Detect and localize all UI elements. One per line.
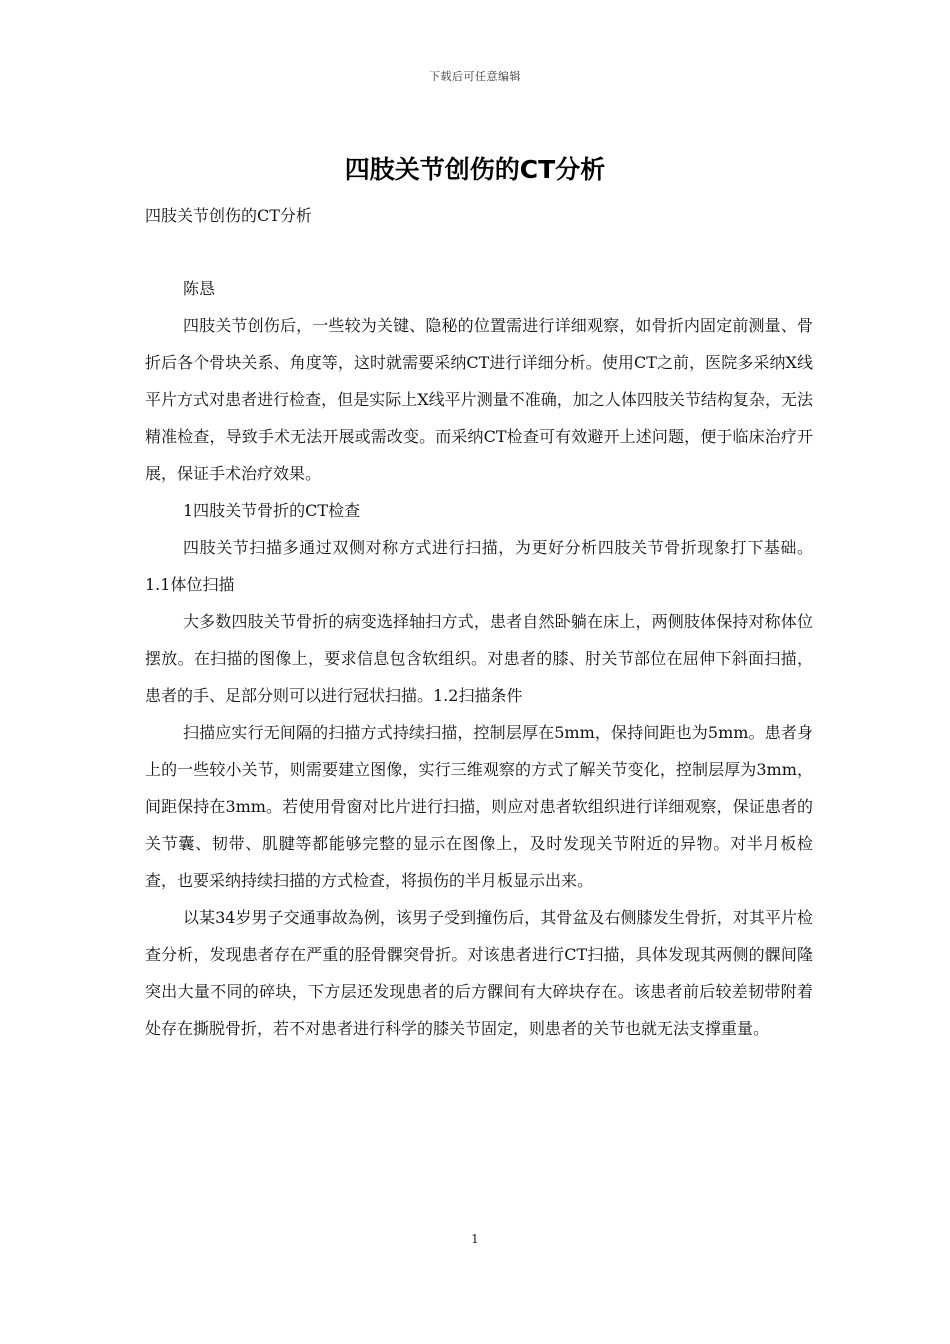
document-subtitle: 四肢关节创伤的CT分析 bbox=[145, 206, 312, 225]
document-body bbox=[145, 197, 813, 1047]
paragraph-gap bbox=[145, 234, 813, 270]
header-note: 下载后可任意编辑 bbox=[429, 70, 521, 83]
page-number: 1 bbox=[471, 1232, 479, 1246]
paragraph-scan-conditions: 扫描应实行无间隔的扫描方式持续扫描，控制层厚在5mm，保持间距也为5mm。患者身上的一些较小关节，则需要建立图像，实行三维观察的方式了解关节变化，控制层厚为3mm，间距保持在3mm。若使用骨窗对比片进行扫描，则应对患者软组织进行详细观察，保证患者的关节囊、韧带、肌腱等都能够完整的显示在图像上，及时发现关节附近的异物。对半月板检查，也要采纳持续扫描的方式检查，将损伤的半月板显示出来。 bbox=[145, 723, 813, 890]
document-title: 四肢关节创伤的CT分析 bbox=[344, 155, 606, 184]
section-heading-1: 1四肢关节骨折的CT检查 bbox=[183, 501, 361, 520]
paragraph-scan-method: 四肢关节扫描多通过双侧对称方式进行扫描，为更好分析四肢关节骨折现象打下基础。1.1体位扫描 bbox=[145, 538, 813, 594]
paragraph-intro: 四肢关节创伤后，一些较为关键、隐秘的位置需进行详细观察，如骨折内固定前测量、骨折后各个骨块关系、角度等，这时就需要采纳CT进行详细分析。使用CT之前，医院多采纳X线平片方式对患者进行检查，但是实际上X线平片测量不准确，加之人体四肢关节结构复杂，无法精准检查，导致手术无法开展或需改变。而采纳CT检查可有效避开上述问题，便于临床治疗开展，保证手术治疗效果。 bbox=[145, 316, 813, 483]
paragraph-case-example: 以某34岁男子交通事故為例，该男子受到撞伤后，其骨盆及右侧膝发生骨折，对其平片检查分析，发现患者存在严重的胫骨髁突骨折。对该患者进行CT扫描，具体发现其两侧的髁间隆突出大量不同的碎块，下方层还发现患者的后方髁间有大碎块存在。该患者前后较差韧带附着处存在撕脱骨折，若不对患者进行科学的膝关节固定，则患者的关节也就无法支撑重量。 bbox=[145, 908, 813, 1038]
author-name: 陈恳 bbox=[183, 279, 216, 298]
paragraph-body-position: 大多数四肢关节骨折的病变选择轴扫方式，患者自然卧躺在床上，两侧肢体保持对称体位摆放。在扫描的图像上，要求信息包含软组织。对患者的膝、肘关节部位在屈伸下斜面扫描，患者的手、足部分则可以进行冠状扫描。1.2扫描条件 bbox=[145, 612, 813, 705]
